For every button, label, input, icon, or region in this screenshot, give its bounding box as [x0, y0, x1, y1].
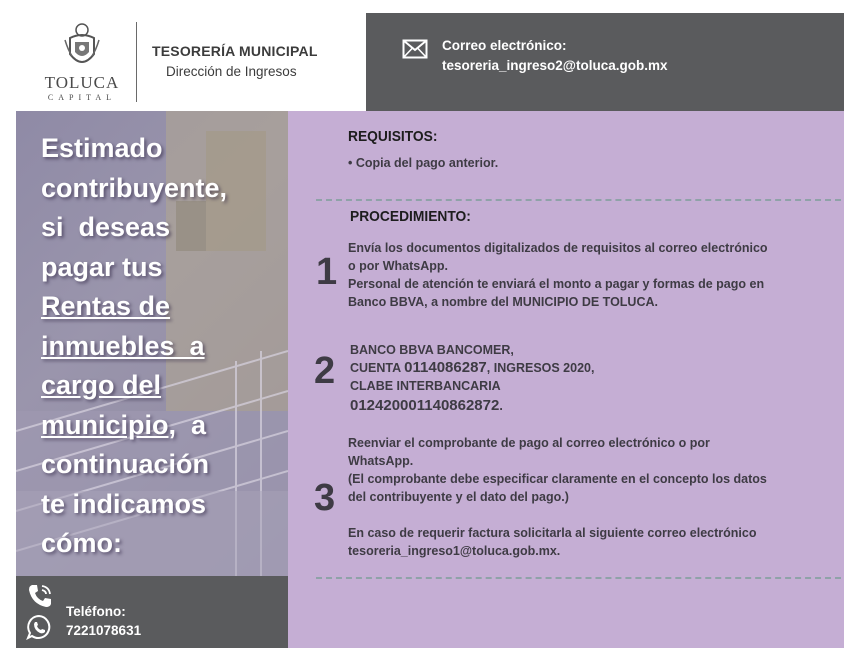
clabe-label: CLABE INTERBANCARIA: [350, 379, 501, 393]
whatsapp-icon: [26, 614, 52, 640]
account-line: [350, 359, 594, 377]
step1-text: [348, 239, 768, 311]
step-line: WhatsApp.: [348, 454, 414, 468]
step-line: En caso de requerir factura solicitarla al siguiente correo electrónico: [348, 526, 757, 540]
header-subtitle: Dirección de Ingresos: [166, 64, 297, 79]
header-title: TESORERÍA MUNICIPAL: [152, 43, 318, 59]
clabe-number: 012420001140862872: [350, 397, 500, 414]
mail-icon: [402, 39, 428, 59]
intro-message: [41, 129, 281, 564]
logo-wordmark: TOLUCA: [44, 73, 120, 92]
clabe-line: [350, 397, 594, 415]
intro-line-tail: , a: [168, 409, 207, 440]
logo-subtext: CAPITAL: [47, 93, 117, 102]
account-prefix: CUENTA: [350, 361, 405, 375]
intro-line: Estimado: [41, 133, 163, 163]
email-contact-box: [366, 13, 844, 111]
step-line: Personal de atención te enviará el monto a pagar y formas de pago en: [348, 277, 765, 291]
intro-line: si deseas: [41, 212, 171, 242]
procedimiento-title: PROCEDIMIENTO:: [350, 208, 471, 225]
instructions-panel: [288, 111, 844, 648]
step-line: Banco BBVA, a nombre del MUNICIPIO DE TOLUCA.: [348, 295, 658, 309]
coat-of-arms-icon: [62, 20, 102, 72]
step-line: Envía los documentos digitalizados de requisitos al correo electrónico: [348, 241, 768, 255]
step-line: Reenviar el comprobante de pago al correo electrónico o por: [348, 436, 710, 450]
toluca-logo: [40, 20, 124, 102]
phone-icon: [26, 582, 54, 610]
step-number: 3: [314, 477, 336, 519]
bank-name: BANCO BBVA BANCOMER,: [350, 343, 514, 357]
intro-line: pagar tus: [41, 251, 163, 282]
intro-line: inmuebles a: [41, 330, 205, 361]
intro-panel: [16, 111, 288, 576]
step-line: (El comprobante debe especificar claramente en el concepto los datos: [348, 472, 767, 486]
account-suffix: , INGRESOS 2020,: [486, 361, 595, 375]
intro-line: continuación: [41, 449, 209, 479]
step-line: o por WhatsApp.: [348, 259, 448, 273]
step-number: 1: [316, 251, 338, 293]
invoice-email[interactable]: tesoreria_ingreso1@toluca.gob.mx.: [348, 544, 561, 558]
step-line: del contribuyente y el dato del pago.): [348, 490, 569, 504]
phone-number[interactable]: 7221078631: [66, 623, 142, 638]
step3-text: [348, 434, 767, 560]
section-divider: [316, 577, 841, 579]
phone-contact-box: [16, 576, 288, 648]
step-number: 2: [314, 350, 336, 392]
email-address[interactable]: tesoreria_ingreso2@toluca.gob.mx: [442, 58, 668, 73]
email-label: Correo electrónico:: [442, 38, 567, 53]
requisitos-title: REQUISITOS:: [348, 128, 438, 145]
intro-line: Rentas de: [41, 291, 171, 321]
intro-line: contribuyente,: [41, 172, 228, 203]
phone-label: Teléfono:: [66, 604, 126, 619]
step2-text: [350, 341, 594, 415]
clabe-suffix: .: [499, 399, 503, 413]
account-number: 0114086287: [404, 359, 487, 376]
header-divider: [136, 22, 137, 102]
intro-line: te indicamos: [41, 488, 207, 519]
intro-line: cómo:: [41, 528, 122, 558]
intro-line: cargo del: [41, 370, 162, 400]
intro-underlined-word: municipio: [41, 409, 169, 440]
section-divider: [316, 199, 841, 201]
requisito-item: • Copia del pago anterior.: [348, 156, 499, 170]
intro-line: [41, 406, 281, 446]
